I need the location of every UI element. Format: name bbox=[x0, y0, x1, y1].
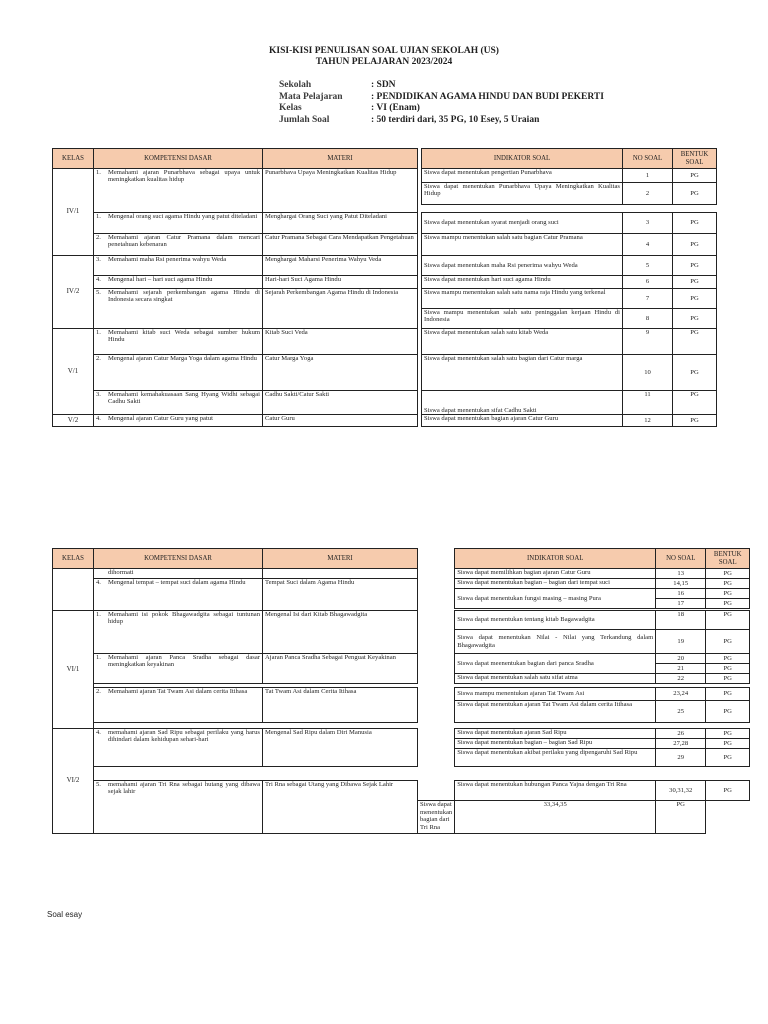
no-soal-cell: 8 bbox=[623, 309, 673, 329]
col-header-indikator: INDIKATOR SOAL bbox=[422, 149, 623, 169]
indikator-cell: Siswa dapat menentukan tentang kitab Bagawadgita bbox=[455, 611, 656, 630]
indikator-cell: Siswa dapat menentukan bagian – bagian Sad Ripu bbox=[455, 739, 656, 749]
bentuk-soal-cell: PG bbox=[706, 781, 750, 801]
no-soal-cell: 19 bbox=[656, 630, 706, 654]
table-row bbox=[53, 781, 750, 801]
meta-row-kelas bbox=[279, 103, 604, 115]
materi-cell: Cadhu Sakti/Catur Sakti bbox=[263, 391, 418, 415]
materi-cell: Catur Marga Yoga bbox=[263, 355, 418, 391]
col-header-kompetensi: KOMPETENSI DASAR bbox=[94, 549, 263, 569]
kd-cell: 4. Mengenal hari – hari suci agama Hindu bbox=[94, 276, 263, 289]
indikator-cell: Siswa dapat menentukan bagian – bagian dari tempat suci bbox=[455, 579, 656, 589]
col-header-no-soal: NO SOAL bbox=[656, 549, 706, 569]
no-soal-cell: 10 bbox=[623, 355, 673, 391]
bentuk-soal-cell: PG bbox=[706, 654, 750, 664]
kisi-kisi-table-2 bbox=[52, 548, 750, 834]
materi-cell: Catur Pramana Sebagai Cara Mendapatkan Pengetahuan bbox=[263, 234, 418, 256]
indikator-cell: Siswa dapat menentukan Punarbhava Upaya Meningkatkan Kualitas Hidup bbox=[422, 183, 623, 205]
no-soal-cell: 13 bbox=[656, 569, 706, 579]
col-header-indikator: INDIKATOR SOAL bbox=[455, 549, 656, 569]
kelas-cell: IV/2 bbox=[53, 256, 94, 329]
meta-label: Kelas bbox=[279, 103, 302, 114]
no-soal-cell: 27,28 bbox=[656, 739, 706, 749]
materi-cell: Punarbhava Upaya Meningkatkan Kualitas Hidup bbox=[263, 169, 418, 213]
no-soal-cell: 20 bbox=[656, 654, 706, 664]
indikator-cell: Siswa dapat menentukan akibat perilaku yang dipengaruhi Sad Ripu bbox=[455, 749, 656, 767]
materi-cell: Menghargai Maharsi Penerima Wahyu Veda bbox=[263, 256, 418, 276]
indikator-cell: Siswa dapat menentukan salah satu kitab Weda bbox=[422, 329, 623, 355]
no-soal-cell: 23,24 bbox=[656, 688, 706, 701]
no-soal-cell: 22 bbox=[656, 674, 706, 684]
bentuk-soal-cell: PG bbox=[706, 599, 750, 609]
no-soal-cell: 29 bbox=[656, 749, 706, 767]
table-row bbox=[53, 415, 717, 427]
bentuk-soal-cell: PG bbox=[706, 630, 750, 654]
no-soal-cell: 4 bbox=[623, 234, 673, 256]
kd-cell: 5. Memahami sejarah perkembangan agama Hindu di Indonesia secara singkat bbox=[94, 289, 263, 329]
table-row bbox=[53, 289, 717, 309]
materi-cell: Ajaran Panca Sradha Sebagai Penguat Keyakinan bbox=[263, 654, 418, 684]
bentuk-soal-cell: PG bbox=[706, 739, 750, 749]
col-header-kelas: KELAS bbox=[53, 149, 94, 169]
kd-cell: 5. memahami ajaran Tri Rna sebagai hutang yang dibawa sejak lahir bbox=[94, 781, 263, 834]
bentuk-soal-cell: PG bbox=[706, 589, 750, 599]
table-row bbox=[53, 579, 750, 589]
no-soal-cell: 2 bbox=[623, 183, 673, 205]
table-row bbox=[53, 329, 717, 355]
indikator-cell: Siswa dapat menentukan bagian dari Tri Rna bbox=[418, 801, 455, 834]
no-soal-cell: 26 bbox=[656, 729, 706, 739]
bentuk-soal-cell: PG bbox=[656, 801, 706, 834]
bentuk-soal-cell: PG bbox=[673, 329, 717, 355]
materi-cell: Mengenal Sad Ripu dalam Diri Manusia bbox=[263, 729, 418, 767]
materi-cell: Menghargai Orang Suci yang Patut Diteladani bbox=[263, 213, 418, 234]
table-header-row bbox=[53, 549, 750, 569]
indikator-cell: Siswa dapat menentukan salah satu bagian dari Catur marga bbox=[422, 355, 623, 391]
materi-cell: Sejarah Perkembangan Agama Hindu di Indonesia bbox=[263, 289, 418, 329]
col-header-materi: MATERI bbox=[263, 549, 418, 569]
bentuk-soal-cell: PG bbox=[673, 415, 717, 427]
bentuk-soal-cell: PG bbox=[706, 664, 750, 674]
kd-cell: dihormati bbox=[94, 569, 263, 579]
col-header-bentuk-soal: BENTUK SOAL bbox=[673, 149, 717, 169]
indikator-cell: Siswa mampu menentukan salah satu bagian Catur Pramana bbox=[422, 234, 623, 256]
no-soal-cell: 14,15 bbox=[656, 579, 706, 589]
meta-value: : SDN bbox=[371, 80, 396, 90]
indikator-cell: Siswa dapat menentukan pengertian Punarbhava bbox=[422, 169, 623, 183]
materi-cell: Kitab Suci Veda bbox=[263, 329, 418, 355]
indikator-cell: Siswa dapat menentukan ajaran Tat Twam Asi dalam cerita Itihasa bbox=[455, 701, 656, 723]
bentuk-soal-cell: PG bbox=[673, 355, 717, 391]
col-header-materi: MATERI bbox=[263, 149, 418, 169]
kd-cell: 2. Mengenal ajaran Catur Marga Yoga dalam agama Hindu bbox=[94, 355, 263, 391]
bentuk-soal-cell: PG bbox=[673, 309, 717, 329]
table-header-row bbox=[53, 149, 717, 169]
kelas-cell: VI/2 bbox=[53, 729, 94, 834]
kd-cell: 1. Memahami ajaran Punarbhava sebagai upaya untuk meningkatkan kualitas hidup bbox=[94, 169, 263, 213]
bentuk-soal-cell: PG bbox=[673, 234, 717, 256]
kd-cell: 1. Memahami kitab suci Weda sebagai sumber hukum Hindu bbox=[94, 329, 263, 355]
no-soal-cell: 25 bbox=[656, 701, 706, 723]
bentuk-soal-cell: PG bbox=[673, 169, 717, 183]
no-soal-cell: 11 bbox=[623, 391, 673, 415]
kd-cell: 1. Mengenal orang suci agama Hindu yang patut diteladani bbox=[94, 213, 263, 234]
materi-cell: Hari-hari Suci Agama Hindu bbox=[263, 276, 418, 289]
indikator-cell: Siswa mampu menentukan ajaran Tat Twam Asi bbox=[455, 688, 656, 701]
bentuk-soal-cell: PG bbox=[706, 569, 750, 579]
col-header-kompetensi: KOMPETENSI DASAR bbox=[94, 149, 263, 169]
kd-cell: 4. Mengenal ajaran Catur Guru yang patut bbox=[94, 415, 263, 427]
bentuk-soal-cell: PG bbox=[706, 729, 750, 739]
indikator-cell: Siswa dapat menentukan syarat menjadi orang suci bbox=[422, 213, 623, 234]
table-row bbox=[53, 234, 717, 256]
table-row bbox=[53, 276, 717, 289]
meta-row-sekolah bbox=[279, 80, 604, 92]
table-row bbox=[53, 654, 750, 664]
bentuk-soal-cell: PG bbox=[706, 749, 750, 767]
table-row bbox=[53, 256, 717, 276]
kelas-cell: V/1 bbox=[53, 329, 94, 415]
indikator-cell: Siswa dapat menentukan Nilai - Nilai yang Terkandung dalam Bhagawadgita bbox=[455, 630, 656, 654]
meta-row-jumlah bbox=[279, 115, 604, 127]
kd-cell: 1. Memahami ajaran Panca Sradha sebagai dasar meningkatkan keyakinan bbox=[94, 654, 263, 684]
indikator-cell: Siswa dapat menentukan hubungan Panca Yajna dengan Tri Rna bbox=[455, 781, 656, 801]
bentuk-soal-cell: PG bbox=[706, 579, 750, 589]
meta-row-mapel bbox=[279, 92, 604, 104]
kd-cell: 4. memahami ajaran Sad Ripu sebagai perilaku yang harus dihindari dalam kehidupan sehari-hari bbox=[94, 729, 263, 767]
indikator-cell: Siswa mampu menentukan salah satu peninggalan kerjaan Hindu di Indonesia bbox=[422, 309, 623, 329]
meta-label: Jumlah Soal bbox=[279, 114, 330, 125]
table-row bbox=[53, 169, 717, 183]
document-meta bbox=[279, 80, 604, 126]
indikator-cell: Siswa dapat menentukan fungsi masing – masing Pura bbox=[455, 589, 656, 609]
column-gap bbox=[418, 549, 455, 569]
materi-cell bbox=[263, 569, 418, 579]
materi-cell: Catur Guru bbox=[263, 415, 418, 427]
table-row bbox=[53, 569, 750, 579]
no-soal-cell: 1 bbox=[623, 169, 673, 183]
bentuk-soal-cell: PG bbox=[673, 183, 717, 205]
document-title: KISI-KISI PENULISAN SOAL UJIAN SEKOLAH (US) bbox=[269, 46, 499, 56]
bentuk-soal-cell: PG bbox=[673, 256, 717, 276]
no-soal-cell: 21 bbox=[656, 664, 706, 674]
no-soal-cell: 6 bbox=[623, 276, 673, 289]
materi-cell: Tat Twam Asi dalam Cerita Itihasa bbox=[263, 688, 418, 723]
table-row bbox=[53, 213, 717, 234]
no-soal-cell: 9 bbox=[623, 329, 673, 355]
indikator-cell: Siswa dapat menentukan bagian ajaran Catur Guru bbox=[422, 415, 623, 427]
materi-cell: Tempat Suci dalam Agama Hindu bbox=[263, 579, 418, 611]
kd-cell: 1. Memahami isi pokok Bhagawadgita sebagai tuntunan hidup bbox=[94, 611, 263, 654]
indikator-cell: Siswa dapat meenentukan bagian dari panca Sradha bbox=[455, 654, 656, 674]
indikator-cell: Siswa dapat memilihkan bagian ajaran Catur Guru bbox=[455, 569, 656, 579]
bentuk-soal-cell: PG bbox=[706, 611, 750, 630]
footer-note: Soal esay bbox=[47, 910, 83, 919]
kd-cell: 3. Memahami maha Rsi penerima wahyu Weda bbox=[94, 256, 263, 276]
col-header-bentuk-soal: BENTUK SOAL bbox=[706, 549, 750, 569]
col-header-kelas: KELAS bbox=[53, 549, 94, 569]
indikator-cell: Siswa dapat menentukan sifat Cadhu Sakti bbox=[422, 391, 623, 415]
bentuk-soal-cell: PG bbox=[706, 674, 750, 684]
kd-cell: 2. Memahami ajaran Catur Pramana dalam mencari penetahuan kebenaran bbox=[94, 234, 263, 256]
no-soal-cell: 12 bbox=[623, 415, 673, 427]
meta-value: : VI (Enam) bbox=[371, 103, 420, 114]
col-header-no-soal: NO SOAL bbox=[623, 149, 673, 169]
materi-cell: Tri Rna sebagai Utang yang Dibawa Sejak Lahir bbox=[263, 781, 418, 834]
materi-cell: Mengenal Isi dari Kitab Bhagawadgita bbox=[263, 611, 418, 654]
table-row bbox=[53, 688, 750, 701]
kelas-cell bbox=[53, 569, 94, 611]
table-row bbox=[53, 611, 750, 630]
indikator-cell: Siswa dapat menentukan salah satu sifat atma bbox=[455, 674, 656, 684]
kd-cell: 3. Memahami kemahakuasaan Sang Hyang Widhi sebagai Cadhu Sakti bbox=[94, 391, 263, 415]
no-soal-cell: 33,34,35 bbox=[455, 801, 656, 834]
no-soal-cell: 30,31,32 bbox=[656, 781, 706, 801]
kd-cell: 2. Memahami ajaran Tat Twam Asi dalam cerita Itihasa bbox=[94, 688, 263, 723]
table-row bbox=[53, 729, 750, 739]
indikator-cell: Siswa dapat menentukan ajaran Sad Ripu bbox=[455, 729, 656, 739]
bentuk-soal-cell: PG bbox=[706, 701, 750, 723]
no-soal-cell: 5 bbox=[623, 256, 673, 276]
kelas-cell: IV/1 bbox=[53, 169, 94, 256]
no-soal-cell: 16 bbox=[656, 589, 706, 599]
meta-label: Mata Pelajaran bbox=[279, 91, 343, 102]
kisi-kisi-table-1 bbox=[52, 148, 717, 427]
meta-value: : 50 terdiri dari, 35 PG, 10 Esey, 5 Uraian bbox=[371, 114, 540, 125]
kelas-cell: VI/1 bbox=[53, 611, 94, 729]
indikator-cell: Siswa dapat menentukan hari suci agama Hindu bbox=[422, 276, 623, 289]
bentuk-soal-cell: PG bbox=[673, 289, 717, 309]
meta-value: : PENDIDIKAN AGAMA HINDU DAN BUDI PEKERTI bbox=[371, 91, 604, 102]
no-soal-cell: 3 bbox=[623, 213, 673, 234]
bentuk-soal-cell: PG bbox=[673, 391, 717, 415]
meta-label: Sekolah bbox=[279, 80, 312, 90]
no-soal-cell: 7 bbox=[623, 289, 673, 309]
bentuk-soal-cell: PG bbox=[673, 276, 717, 289]
table-row bbox=[53, 355, 717, 391]
kelas-cell: V/2 bbox=[53, 415, 94, 427]
no-soal-cell: 17 bbox=[656, 599, 706, 609]
kd-cell: 4. Mengenal tempat – tempat suci dalam agama Hindu bbox=[94, 579, 263, 611]
indikator-cell: Siswa dapat menentukan maha Rsi penerima wahyu Weda bbox=[422, 256, 623, 276]
table-row-spacer bbox=[53, 767, 750, 781]
indikator-cell: Siswa mampu menentukan salah satu nama raja Hindu yang terkenal bbox=[422, 289, 623, 309]
table-row bbox=[53, 391, 717, 415]
bentuk-soal-cell: PG bbox=[673, 213, 717, 234]
document-subtitle: TAHUN PELAJARAN 2023/2024 bbox=[315, 57, 453, 67]
bentuk-soal-cell: PG bbox=[706, 688, 750, 701]
no-soal-cell: 18 bbox=[656, 611, 706, 630]
